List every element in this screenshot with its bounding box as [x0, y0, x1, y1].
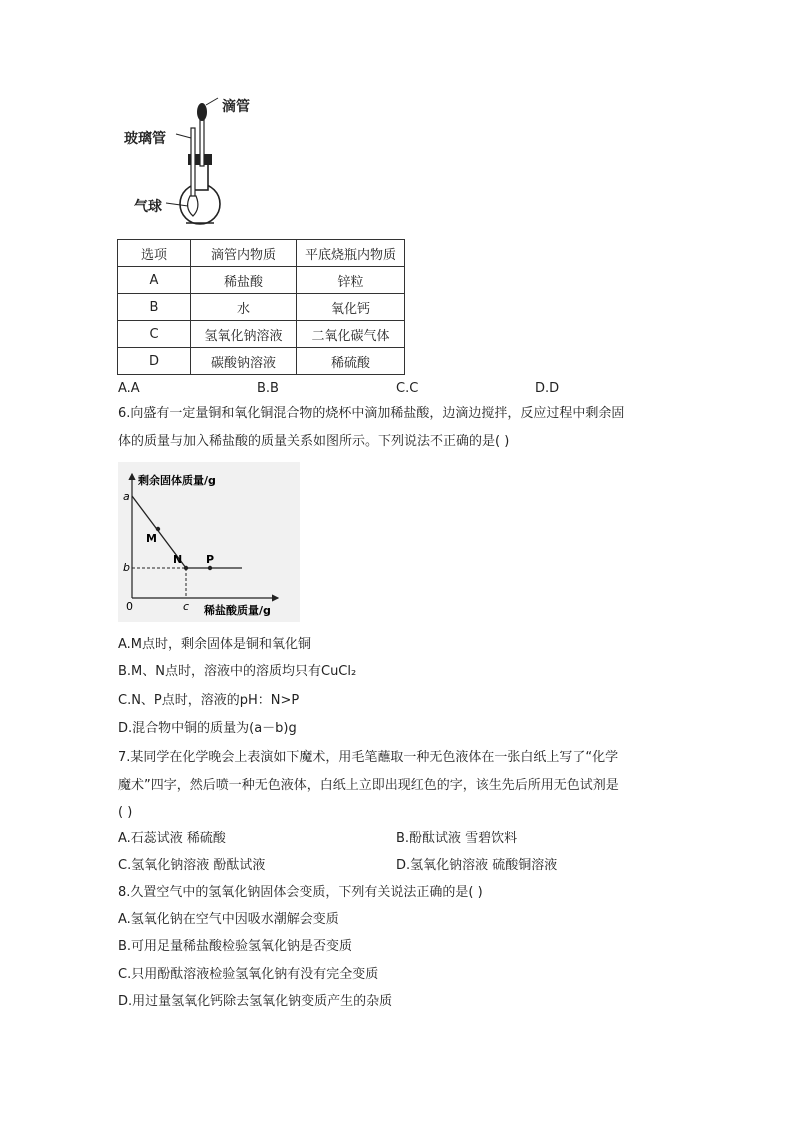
q8-option-c[interactable]: C.只用酚酞溶液检验氢氧化钠有没有完全变质: [118, 967, 379, 982]
point-n: [184, 566, 188, 570]
point-label-m: M: [146, 532, 157, 545]
label-glass-tube: 玻璃管: [124, 131, 166, 147]
q5-choice-a[interactable]: A.A: [118, 381, 140, 396]
q6-option-b[interactable]: B.M、N点时，溶液中的溶质均只有CuCl₂: [118, 664, 357, 679]
dropper-bulb: [197, 103, 207, 121]
table-cell: 碳酸钠溶液: [191, 348, 297, 375]
point-label-n: N: [173, 553, 183, 566]
table-cell: C: [118, 321, 191, 348]
table-cell: 氧化钙: [297, 294, 405, 321]
y-tick-b: b: [123, 561, 130, 574]
table-cell: A: [118, 267, 191, 294]
q7-option-c[interactable]: C.氢氧化钠溶液 酚酞试液: [118, 858, 266, 873]
q5-choice-b[interactable]: B.B: [257, 381, 279, 396]
balloon-icon: [188, 196, 198, 216]
q7-stem-line2: 魔术”四字，然后喷一种无色液体，白纸上立即出现红色的字，该生先后所用无色试剂是: [118, 778, 619, 793]
table-row: [118, 267, 405, 294]
q5-options-table: [117, 239, 405, 375]
point-label-p: P: [206, 553, 215, 566]
q6-option-c[interactable]: C.N、P点时，溶液的pH：N>P: [118, 693, 300, 708]
table-cell: 稀硫酸: [297, 348, 405, 375]
label-dropper: 滴管: [222, 99, 250, 115]
q7-option-a[interactable]: A.石蕊试液 稀硫酸: [118, 831, 226, 846]
q6-chart: [118, 462, 300, 622]
x-axis-label: 稀盐酸质量/g: [204, 604, 271, 617]
table-cell: D: [118, 348, 191, 375]
table-cell: 水: [191, 294, 297, 321]
point-p: [208, 566, 212, 570]
q7-option-b[interactable]: B.酚酞试液 雪碧饮料: [396, 831, 518, 846]
table-cell: 锌粒: [297, 267, 405, 294]
table-cell: 稀盐酸: [191, 267, 297, 294]
q6-option-a[interactable]: A.M点时，剩余固体是铜和氧化铜: [118, 637, 312, 652]
q8-option-a[interactable]: A.氢氧化钠在空气中因吸水潮解会变质: [118, 912, 339, 927]
q7-stem-line1: 7.某同学在化学晚会上表演如下魔术，用毛笔蘸取一种无色液体在一张白纸上写了“化学: [118, 750, 619, 765]
q8-option-d[interactable]: D.用过量氢氧化钙除去氢氧化钠变质产生的杂质: [118, 994, 393, 1009]
x-tick-c: c: [183, 600, 190, 613]
table-cell: 氢氧化钠溶液: [191, 321, 297, 348]
table-cell: B: [118, 294, 191, 321]
q6-stem-line2: 体的质量与加入稀盐酸的质量关系如图所示。下列说法不正确的是( ): [118, 434, 510, 449]
point-m: [156, 527, 160, 531]
q7-option-d[interactable]: D.氢氧化钠溶液 硫酸铜溶液: [396, 858, 558, 873]
table-row: [118, 348, 405, 375]
y-tick-a: a: [123, 490, 130, 503]
q5-choice-d[interactable]: D.D: [535, 381, 560, 396]
table-row: [118, 321, 405, 348]
table-cell: 二氧化碳气体: [297, 321, 405, 348]
table-header-cell: 平底烧瓶内物质: [297, 240, 405, 267]
y-axis-label: 剩余固体质量/g: [138, 474, 216, 487]
origin-label: 0: [126, 600, 133, 613]
q6-stem-line1: 6.向盛有一定量铜和氧化铜混合物的烧杯中滴加稀盐酸，边滴边搅拌，反应过程中剩余固: [118, 406, 625, 421]
table-row: [118, 240, 405, 267]
q8-option-b[interactable]: B.可用足量稀盐酸检验氢氧化钠是否变质: [118, 939, 353, 954]
q6-option-d[interactable]: D.混合物中铜的质量为(a－b)g: [118, 721, 297, 736]
table-header-cell: 选项: [118, 240, 191, 267]
q7-stem-line3: ( ): [118, 805, 133, 820]
table-row: [118, 294, 405, 321]
dropper-tube: [200, 116, 204, 166]
label-balloon: 气球: [134, 199, 162, 215]
q8-stem: 8.久置空气中的氢氧化钠固体会变质，下列有关说法正确的是( ): [118, 885, 483, 900]
table-header-cell: 滴管内物质: [191, 240, 297, 267]
q5-choice-c[interactable]: C.C: [396, 381, 419, 396]
